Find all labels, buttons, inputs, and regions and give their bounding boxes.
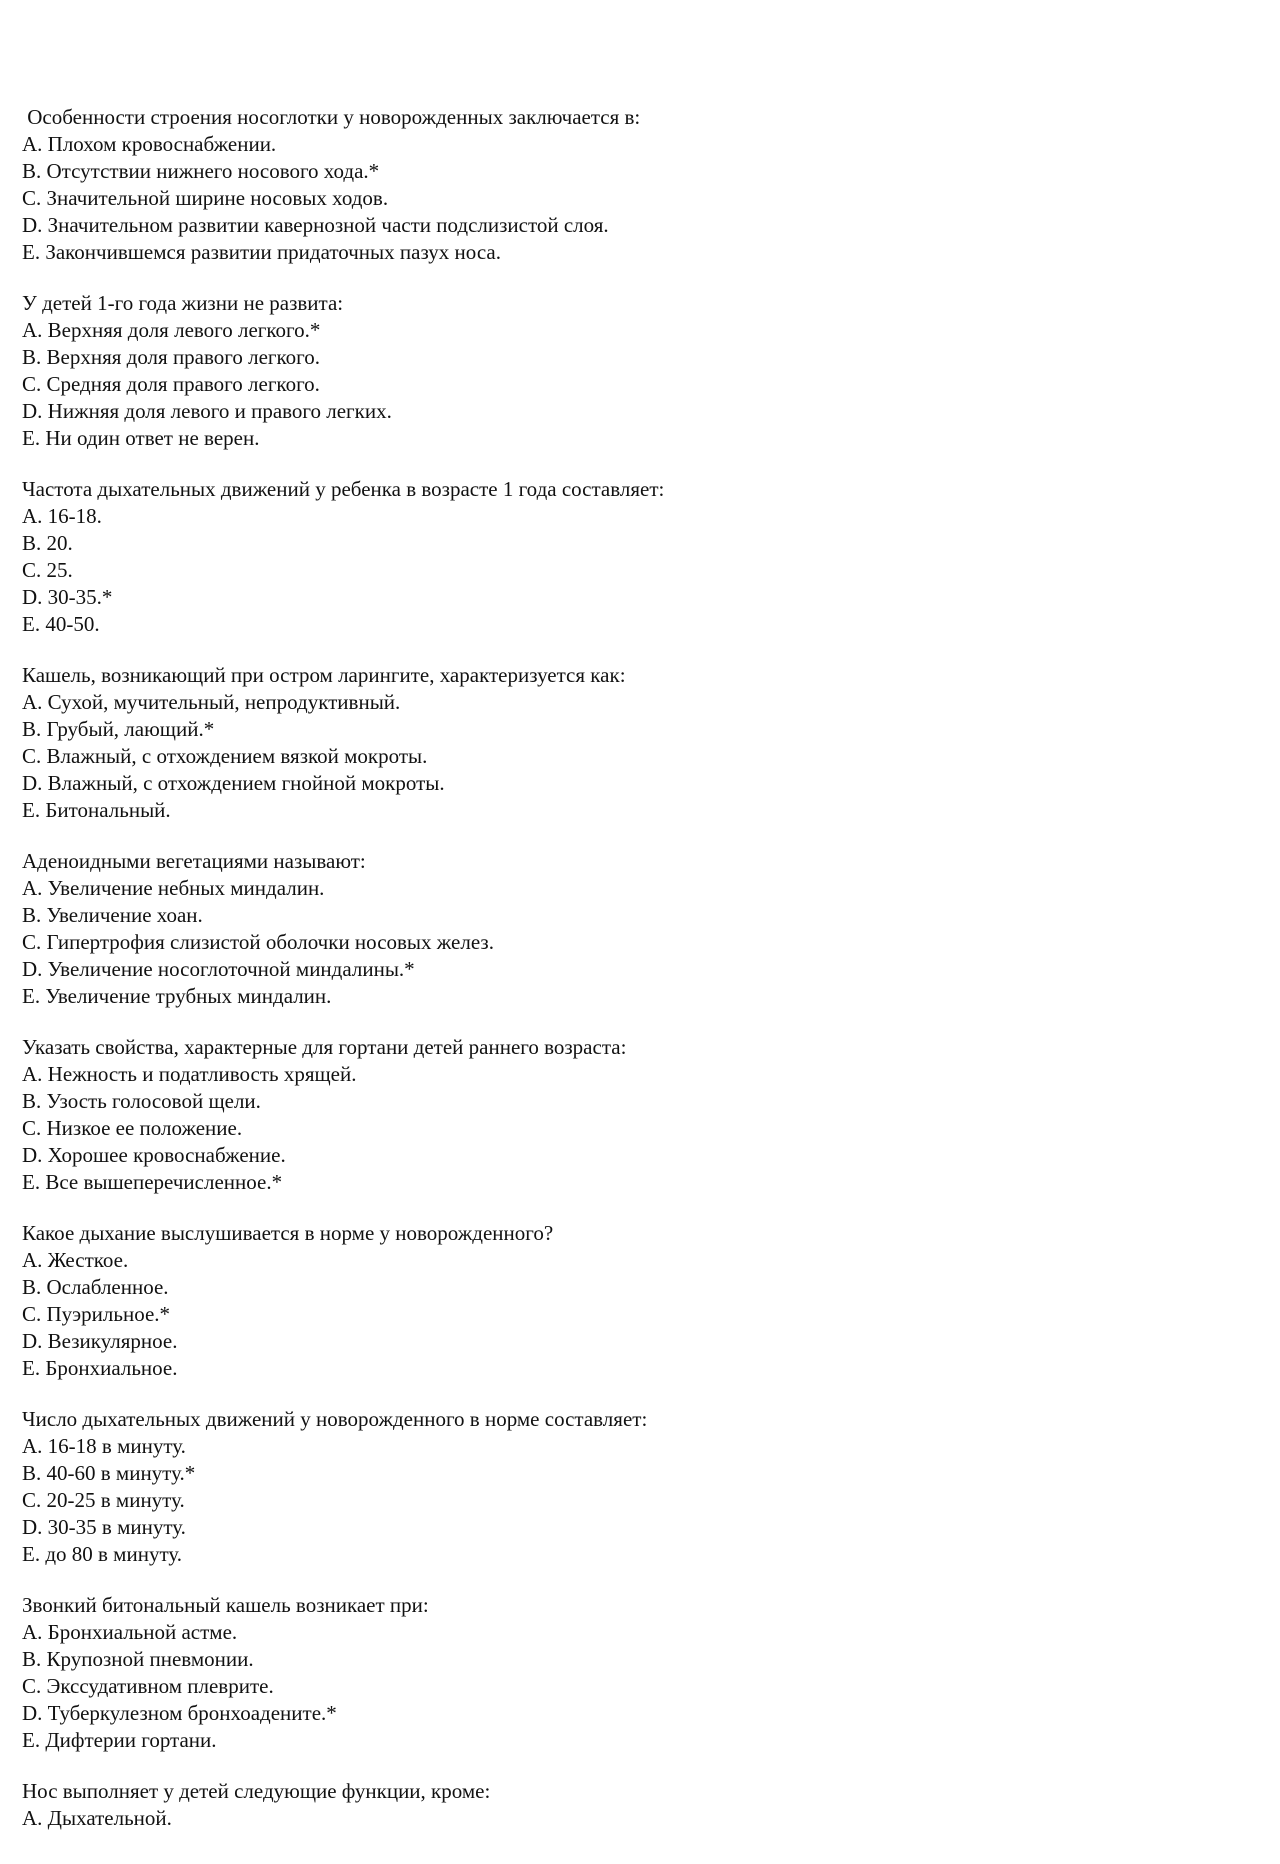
answer-option: E. до 80 в минуту. (22, 1542, 182, 1566)
answer-option: B. Отсутствии нижнего носового хода.* (22, 159, 380, 183)
question-block (22, 848, 1252, 1010)
answer-option: A. Бронхиальной астме. (22, 1620, 238, 1644)
answer-option: C. Влажный, с отхождением вязкой мокроты. (22, 744, 428, 768)
question-text: Кашель, возникающий при остром ларингите, характеризуется как: (22, 663, 626, 687)
answer-option: D. Влажный, с отхождением гнойной мокроты. (22, 771, 445, 795)
answer-option: D. Значительном развитии кавернозной части подслизистой слоя. (22, 213, 609, 237)
answer-option: A. Дыхательной. (22, 1806, 172, 1830)
question-block (22, 1034, 1252, 1196)
answer-option: A. Верхняя доля левого легкого.* (22, 318, 321, 342)
answer-option: C. Экссудативном плеврите. (22, 1674, 274, 1698)
question-text: Число дыхательных движений у новорожденного в норме составляет: (22, 1407, 648, 1431)
answer-option: D. Увеличение носоглоточной миндалины.* (22, 957, 415, 981)
answer-option: B. Узость голосовой щели. (22, 1089, 261, 1113)
question-block (22, 290, 1252, 452)
question-text: Частота дыхательных движений у ребенка в возрасте 1 года составляет: (22, 477, 665, 501)
question-block (22, 1778, 1252, 1832)
question-text: Аденоидными вегетациями называют: (22, 849, 366, 873)
answer-option: D. Хорошее кровоснабжение. (22, 1143, 286, 1167)
answer-option: B. Верхняя доля правого легкого. (22, 345, 320, 369)
answer-option: C. 20-25 в минуту. (22, 1488, 185, 1512)
question-text: Какое дыхание выслушивается в норме у новорожденного? (22, 1221, 554, 1245)
answer-option: C. Средняя доля правого легкого. (22, 372, 320, 396)
question-text: Особенности строения носоглотки у новорожденных заключается в: (22, 105, 641, 129)
question-text: Указать свойства, характерные для гортани детей раннего возраста: (22, 1035, 627, 1059)
question-block (22, 1406, 1252, 1568)
answer-option: E. Все вышеперечисленное.* (22, 1170, 283, 1194)
answer-option: D. Туберкулезном бронхоадените.* (22, 1701, 337, 1725)
answer-option: E. Дифтерии гортани. (22, 1728, 217, 1752)
answer-option: C. Гипертрофия слизистой оболочки носовых желез. (22, 930, 494, 954)
question-block (22, 1592, 1252, 1754)
question-block (22, 1220, 1252, 1382)
answer-option: A. 16-18 в минуту. (22, 1434, 186, 1458)
question-block (22, 104, 1252, 266)
answer-option: B. 40-60 в минуту.* (22, 1461, 196, 1485)
answer-option: C. 25. (22, 558, 73, 582)
answer-option: E. Битональный. (22, 798, 171, 822)
answer-option: E. Бронхиальное. (22, 1356, 178, 1380)
answer-option: D. 30-35 в минуту. (22, 1515, 186, 1539)
answer-option: A. Нежность и податливость хрящей. (22, 1062, 357, 1086)
answer-option: C. Пуэрильное.* (22, 1302, 171, 1326)
answer-option: A. 16-18. (22, 504, 102, 528)
question-block (22, 662, 1252, 824)
answer-option: B. 20. (22, 531, 73, 555)
answer-option: A. Плохом кровоснабжении. (22, 132, 277, 156)
answer-option: B. Крупозной пневмонии. (22, 1647, 254, 1671)
answer-option: B. Грубый, лающий.* (22, 717, 215, 741)
answer-option: A. Жесткое. (22, 1248, 129, 1272)
answer-option: E. Закончившемся развитии придаточных пазух носа. (22, 240, 501, 264)
answer-option: C. Низкое ее положение. (22, 1116, 243, 1140)
answer-option: B. Ослабленное. (22, 1275, 169, 1299)
answer-option: E. Увеличение трубных миндалин. (22, 984, 332, 1008)
answer-option: A. Увеличение небных миндалин. (22, 876, 325, 900)
answer-option: B. Увеличение хоан. (22, 903, 203, 927)
answer-option: E. Ни один ответ не верен. (22, 426, 260, 450)
answer-option: D. Нижняя доля левого и правого легких. (22, 399, 392, 423)
question-text: Звонкий битональный кашель возникает при: (22, 1593, 429, 1617)
answer-option: D. Везикулярное. (22, 1329, 178, 1353)
question-text: У детей 1-го года жизни не развита: (22, 291, 344, 315)
question-text: Нос выполняет у детей следующие функции, кроме: (22, 1779, 491, 1803)
answer-option: A. Сухой, мучительный, непродуктивный. (22, 690, 401, 714)
answer-option: C. Значительной ширине носовых ходов. (22, 186, 389, 210)
answer-option: D. 30-35.* (22, 585, 113, 609)
question-block (22, 476, 1252, 638)
answer-option: E. 40-50. (22, 612, 100, 636)
document-page (22, 104, 1252, 1856)
